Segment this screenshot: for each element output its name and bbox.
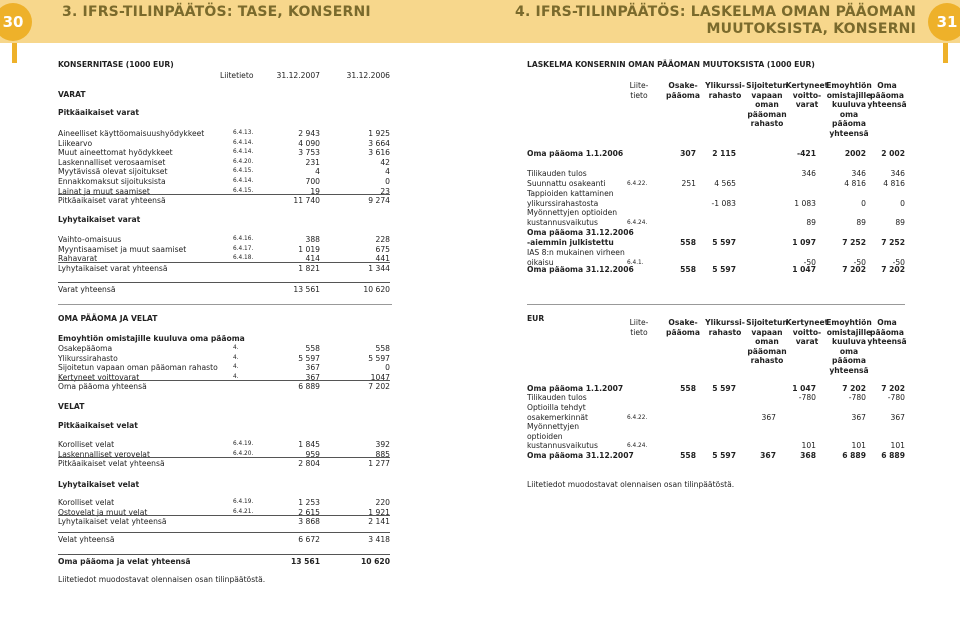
eq2006-row-note: 6.4.22. [627, 181, 648, 187]
eq2007-col-header-line: vapaan [751, 327, 783, 337]
eq2006-row-value: 4 565 [714, 179, 736, 188]
eq2006-row-label-line: -aiemmin julkistettu [527, 237, 614, 247]
noncurrent-liability-value-2007: 959 [305, 449, 320, 459]
col-header-2006: 31.12.2006 [346, 71, 390, 80]
current-asset-value-2006: 675 [375, 244, 390, 254]
page-number-left: 30 [0, 3, 32, 41]
eq2006-row-label [527, 169, 587, 179]
eq2007-row-label-line: Oma pääoma 1.1.2007 [527, 384, 624, 393]
equity-changes-2007 [527, 314, 905, 494]
eq2007-row [527, 422, 905, 451]
eq2006-row-value: -50 [803, 257, 816, 267]
current-asset-label: Vaihto-omaisuus [58, 235, 122, 244]
eq2007-row-value: 367 [851, 412, 866, 422]
eq2007-row [527, 451, 905, 461]
eq2007-col-header [863, 318, 911, 347]
eq2006-row-value: 7 252 [881, 237, 905, 247]
eq2007-row-label-line: Oma pääoma 31.12.2007 [527, 451, 634, 460]
asset-value-2007: 4 090 [298, 138, 320, 148]
equity-heading: Emoyhtiön omistajille kuuluva oma pääoma [58, 334, 245, 343]
equity-value-2006: 0 [385, 363, 390, 373]
eq2006-row-value: 0 [900, 198, 905, 208]
current-asset-note: 6.4.16. [233, 236, 254, 242]
eq2007-row-value: -780 [798, 393, 816, 402]
asset-note: 6.4.13. [233, 130, 254, 136]
noncurrent-liability-label: Korolliset velat [58, 440, 115, 449]
eq2006-row-value: 346 [801, 169, 816, 178]
eq2006-col-header [701, 81, 749, 100]
eq2006-row-value: 558 [680, 265, 696, 274]
eq2007-row-label-line: osakemerkinnät [527, 412, 589, 422]
eq2007-row-value: 101 [851, 441, 866, 451]
eq2007-col-header-line: pääoma [870, 327, 904, 337]
eq2006-row [527, 248, 905, 267]
eq2007-row-value: 367 [890, 412, 905, 422]
eq2006-row-value: 307 [680, 149, 696, 158]
eq2006-row-label-line: Suunnattu osakeanti [527, 179, 606, 188]
asset-value-2007: 3 753 [298, 148, 320, 158]
asset-label: Laskennalliset verosaamiset [58, 157, 166, 167]
footnote-left: Liitetiedot muodostavat olennaisen osan tilinpäätöstä. [58, 575, 266, 584]
current-asset-value-2006: 1 344 [368, 263, 390, 273]
equity-changes-2006 [527, 60, 905, 280]
asset-label: Aineelliset käyttöomaisuushyödykkeet [58, 129, 205, 138]
eq2007-col-header [615, 318, 663, 337]
eq2006-col-header-line: pääoma [666, 90, 700, 100]
eq2006-row-value: 89 [806, 217, 816, 227]
eq2006-row [527, 189, 905, 208]
eq2007-col-header-line: Oma [877, 318, 897, 327]
eq2006-row [527, 208, 905, 227]
current-liability-value-2007: 1 253 [298, 498, 320, 507]
subtotal-rule [58, 194, 390, 195]
eq2006-row-label-line: Myönnettyjen optioiden [527, 208, 618, 217]
eq2006-col-header-line: rahasto [750, 119, 784, 129]
eq2006-row-value: 89 [856, 217, 866, 227]
equity-value-2006: 5 597 [368, 353, 390, 363]
eq2007-col-header-line: pääoma [666, 327, 700, 337]
eq2007-row-label [527, 403, 588, 422]
current-asset-label: Rahavarat [58, 254, 98, 264]
eq2007-row-value: 6 889 [881, 451, 905, 460]
noncurrent-liability-value-2006: 1 277 [368, 459, 390, 469]
eq2007-row-label-line: Optioilla tehdyt [527, 403, 586, 412]
asset-value-2007: 11 740 [293, 196, 320, 206]
current-liability-value-2007: 3 868 [298, 517, 320, 527]
eq2007-row-label-line: Myönnettyjen [527, 422, 580, 431]
noncurrent-liability-label: Pitkäaikaiset velat yhteensä [58, 459, 165, 469]
asset-label: Ennakkomaksut sijoituksista [58, 177, 166, 186]
eq2006-row-label-line: IAS 8:n mukainen virheen [527, 248, 625, 257]
current-asset-value-2006: 228 [375, 235, 390, 244]
eq2007-col-header-line: yhteensä [867, 337, 907, 347]
eq2006-col-header-line: yhteensä [867, 100, 907, 110]
current-asset-value-2007: 414 [305, 254, 320, 264]
noncurrent-liability-note: 6.4.20. [233, 450, 254, 457]
noncurrent-liability-label: Laskennalliset verovelat [58, 449, 150, 459]
eq2007-col-header-line: varat [795, 337, 819, 347]
equity-changes-title: LASKELMA KONSERNIN OMAN PÄÄOMAN MUUTOKSISTA (1000 EUR) [527, 60, 815, 69]
eq2006-col-header-line: Kertyneet [785, 81, 829, 90]
eq2007-row-value: 368 [800, 451, 816, 460]
asset-label: Myytävissä olevat sijoitukset [58, 167, 168, 177]
eq2007-row-value: -780 [887, 393, 905, 402]
noncurrent-liability-note: 6.4.19. [233, 441, 254, 447]
eq2006-row-label [527, 189, 614, 208]
eq2006-col-header-line: Liite- [629, 81, 649, 90]
page-number-right: 31 [928, 3, 960, 41]
current-asset-value-2007: 1 019 [298, 244, 320, 254]
eq2007-col-header-line: rahasto [708, 327, 742, 337]
eq2006-row [527, 265, 905, 275]
eq2007-col-header-line: pääoman [747, 346, 787, 356]
asset-value-2006: 1 925 [368, 129, 390, 138]
subtotal-rule [58, 457, 390, 458]
equity-label: Sijoitetun vapaan oman pääoman rahasto [58, 363, 218, 373]
velat-total-rule [58, 532, 390, 533]
equity-label: Osakepääoma [58, 344, 113, 353]
asset-value-2006: 9 274 [368, 196, 390, 206]
eq2006-row-value: 5 597 [712, 237, 736, 247]
balance-sheet-assets [58, 60, 392, 295]
eq2007-row-value: 7 202 [842, 384, 866, 393]
chapter-title-right-line2: MUUTOKSISTA, KONSERNI [706, 21, 916, 37]
asset-value-2007: 700 [305, 177, 320, 186]
equity-value-2006: 1047 [370, 372, 390, 382]
section-pitkaaikaiset-velat: Pitkäaikaiset velat [58, 421, 138, 430]
eq2007-row-value: 7 202 [881, 384, 905, 393]
velat-total-2007: 6 672 [298, 535, 320, 544]
current-liability-label: Korolliset velat [58, 498, 115, 507]
eq2006-col-header-line: Sijoitetun [746, 81, 788, 90]
current-liability-note: 6.4.21. [233, 508, 254, 515]
eq2007-col-header-line: oma [839, 346, 859, 356]
equity-label: Ylikurssirahasto [58, 353, 118, 363]
noncurrent-liability-value-2006: 885 [375, 449, 390, 459]
eq2007-col-header-line: Ylikurssi- [705, 318, 745, 327]
grand-total-2006: 10 620 [360, 557, 390, 566]
eq2006-row-value: -50 [892, 257, 905, 267]
current-asset-label: Myyntisaamiset ja muut saamiset [58, 244, 187, 254]
eq2007-row-label [527, 393, 587, 403]
current-asset-note: 6.4.18. [233, 255, 254, 262]
equity-label: Oma pääoma yhteensä [58, 382, 147, 392]
eq2007-col-header-line: Osake- [668, 318, 698, 327]
eq2007-col-header-line: voitto- [792, 327, 822, 337]
section-divider-left [58, 304, 392, 305]
eq2006-col-header-line: Ylikurssi- [705, 81, 745, 90]
eq2006-col-header-line: voitto- [792, 90, 822, 100]
margin-tab-left [12, 43, 17, 63]
section-pitkaaikaiset-varat: Pitkäaikaiset varat [58, 108, 139, 117]
asset-value-2006: 42 [380, 157, 390, 167]
eq2006-row-value: 2002 [844, 149, 866, 158]
eq2007-row-note: 6.4.22. [627, 414, 648, 421]
eq2007-row-value: 558 [680, 451, 696, 460]
assets-total-label: Varat yhteensä [58, 285, 116, 294]
eq2006-row-label-line: Tappioiden kattaminen [527, 189, 614, 198]
eq2007-row-label-line: Tilikauden tulos [527, 393, 587, 402]
eq2006-row-value: 251 [681, 179, 696, 188]
equity-value-2006: 558 [375, 344, 390, 353]
eq2006-row-value: 7 202 [842, 265, 866, 274]
eq2006-row-value: 1 047 [792, 265, 816, 274]
eq2007-row-value: 6 889 [842, 451, 866, 460]
section-lyhytaikaiset-velat: Lyhytaikaiset velat [58, 480, 140, 489]
eq2007-row-value: 5 597 [712, 451, 736, 460]
eq2007-col-header-line: tieto [630, 327, 648, 337]
asset-note: 6.4.15. [233, 168, 254, 175]
asset-label: Liikearvo [58, 138, 93, 148]
equity-note: 4. [233, 364, 239, 371]
eq2006-col-header-line: varat [795, 100, 819, 110]
noncurrent-liability-value-2007: 1 845 [298, 440, 320, 449]
eq2007-col-header-line: omistajille [826, 327, 872, 337]
eq2007-col-header [701, 318, 749, 337]
eq2006-row-value: -421 [796, 149, 816, 158]
eq2006-row-label [527, 208, 617, 227]
equity-note: 4. [233, 345, 239, 351]
asset-value-2006: 3 616 [368, 148, 390, 158]
eq2007-col-header-line: kuuluva [832, 337, 866, 347]
equity-changes-2007-title: EUR [527, 314, 545, 323]
eq2006-row-value: 346 [890, 169, 905, 178]
asset-value-2006: 23 [380, 186, 390, 196]
eq2006-row-value: 7 252 [842, 237, 866, 247]
eq2006-row-label [527, 265, 634, 275]
eq2006-col-header-line: pääoman [747, 109, 787, 119]
section-lyhytaikaiset-varat: Lyhytaikaiset varat [58, 215, 141, 224]
eq2006-row-value: 2 002 [881, 149, 905, 158]
current-liability-value-2006: 220 [375, 498, 390, 507]
col-header-note: Liitetieto [220, 71, 254, 80]
chapter-title-right-line1: 4. IFRS-TILINPÄÄTÖS: LASKELMA OMAN PÄÄOMAN [515, 4, 916, 20]
eq2007-row-value: 5 597 [712, 384, 736, 393]
eq2006-col-header-line: pääoma [870, 90, 904, 100]
eq2007-row-note: 6.4.24. [627, 443, 648, 450]
eq2007-col-header-line: rahasto [750, 356, 784, 366]
eq2006-row-label-line: ylikurssirahastosta [527, 198, 599, 208]
eq2006-row-note: 6.4.24. [627, 219, 648, 226]
eq2006-row-label-line: Oma pääoma 31.12.2006 [527, 265, 634, 274]
eq2006-col-header-line: yhteensä [829, 128, 869, 138]
eq2007-row-value: 101 [801, 441, 816, 451]
assets-total-2007: 13 561 [293, 285, 320, 294]
current-liability-note: 6.4.19. [233, 499, 254, 505]
current-liability-value-2006: 2 141 [368, 517, 390, 527]
equity-value-2007: 367 [305, 363, 320, 373]
eq2006-row-value: 89 [895, 217, 905, 227]
equity-value-2006: 7 202 [368, 382, 390, 392]
velat-total-label: Velat yhteensä [58, 535, 115, 544]
eq2006-row-value: 5 597 [712, 265, 736, 274]
balance-sheet-liabilities [58, 314, 392, 586]
asset-note: 6.4.14. [233, 178, 254, 184]
section-varat: VARAT [58, 90, 86, 99]
eq2006-row-label-line: Tilikauden tulos [527, 169, 587, 178]
equity-note: 4. [233, 373, 239, 380]
footnote-right: Liitetiedot muodostavat olennaisen osan tilinpäätöstä. [527, 480, 735, 489]
eq2007-row-value: 367 [761, 412, 776, 422]
subtotal-rule [58, 380, 390, 381]
noncurrent-liability-value-2006: 392 [375, 440, 390, 449]
asset-label: Muut aineettomat hyödykkeet [58, 148, 173, 158]
eq2007-row-value: 367 [760, 451, 776, 460]
eq2006-row-value: 346 [851, 169, 866, 178]
subtotal-rule [58, 515, 390, 516]
equity-value-2007: 558 [305, 344, 320, 353]
eq2007-col-header-line: Liite- [629, 318, 649, 327]
current-liability-value-2007: 2 615 [298, 507, 320, 517]
grand-total-2007: 13 561 [290, 557, 320, 566]
eq2007-row-value: 101 [890, 441, 905, 451]
chapter-title-right [515, 4, 916, 38]
eq2007-row-label [527, 422, 598, 451]
section-velat: VELAT [58, 402, 85, 411]
section-divider-right [527, 304, 905, 305]
eq2006-col-header-line: oma [839, 109, 859, 119]
current-asset-label: Lyhytaikaiset varat yhteensä [58, 263, 168, 273]
asset-note: 6.4.20. [233, 158, 254, 165]
grand-total-label: Oma pääoma ja velat yhteensä [58, 557, 191, 566]
eq2006-row-value: 1 097 [792, 237, 816, 247]
eq2006-row-label-line: Oma pääoma 1.1.2006 [527, 149, 624, 158]
asset-value-2006: 4 [385, 167, 390, 177]
asset-note: 6.4.14. [233, 139, 254, 146]
eq2006-row-value: 0 [861, 198, 866, 208]
eq2007-row-label [527, 451, 634, 461]
asset-value-2007: 4 [315, 167, 320, 177]
eq2007-row [527, 393, 905, 403]
current-liability-label: Ostovelat ja muut velat [58, 507, 148, 517]
current-asset-value-2007: 1 821 [298, 263, 320, 273]
current-asset-value-2006: 441 [375, 254, 390, 264]
eq2007-col-header-line: Emoyhtiön [826, 318, 872, 327]
eq2006-row-value: 7 202 [881, 265, 905, 274]
eq2007-col-header-line: oman [755, 337, 779, 347]
eq2007-row-value: 1 047 [792, 384, 816, 393]
eq2007-col-header [783, 318, 831, 347]
eq2006-col-header [659, 81, 707, 100]
equity-value-2007: 5 597 [298, 353, 320, 363]
asset-value-2006: 3 664 [368, 138, 390, 148]
eq2006-col-header [615, 81, 663, 100]
eq2006-col-header-line: kuuluva [832, 100, 866, 110]
eq2006-col-header-line: Oma [877, 81, 897, 90]
eq2006-row-label-line: kustannusvaikutus [527, 217, 598, 227]
eq2006-row [527, 179, 905, 189]
asset-note: 6.4.15. [233, 187, 254, 194]
eq2006-row-value: -1 083 [711, 198, 736, 208]
eq2006-row-note: 6.4.1. [627, 259, 644, 266]
asset-value-2007: 231 [305, 157, 320, 167]
asset-value-2007: 2 943 [298, 129, 320, 138]
eq2006-row-label [527, 228, 634, 247]
asset-label: Lainat ja muut saamiset [58, 186, 150, 196]
margin-tab-right [943, 43, 948, 63]
asset-note: 6.4.14. [233, 149, 254, 156]
subtotal-rule [58, 262, 390, 263]
eq2006-col-header-line: pääoma [832, 119, 866, 129]
eq2007-row-value: 558 [680, 384, 696, 393]
eq2007-col-header-line: pääoma [832, 356, 866, 366]
eq2006-col-header-line: oman [755, 100, 779, 110]
eq2006-col-header-line: Emoyhtiön [826, 81, 872, 90]
eq2006-row-value: 4 816 [844, 179, 866, 188]
eq2006-row [527, 169, 905, 179]
eq2007-row-label-line: kustannusvaikutus [527, 441, 598, 451]
eq2006-row-value: 1 083 [794, 198, 816, 208]
eq2007-col-header [659, 318, 707, 337]
eq2006-col-header [783, 81, 831, 110]
eq2006-col-header-line: omistajille [826, 90, 872, 100]
noncurrent-liability-value-2007: 2 804 [298, 459, 320, 469]
balance-title: KONSERNITASE (1000 EUR) [58, 60, 174, 69]
current-liability-value-2006: 1 921 [368, 507, 390, 517]
eq2007-row-value: -780 [848, 393, 866, 402]
chapter-title-left: 3. IFRS-TILINPÄÄTÖS: TASE, KONSERNI [62, 4, 371, 20]
total-rule [58, 282, 390, 283]
eq2006-row-value: -50 [853, 257, 866, 267]
liabilities-title: OMA PÄÄOMA JA VELAT [58, 314, 158, 323]
eq2007-col-header-line: Sijoitetun [746, 318, 788, 327]
assets-total-2006: 10 620 [363, 285, 390, 294]
eq2007-col-header-line: Kertyneet [785, 318, 829, 327]
eq2006-row [527, 228, 905, 247]
equity-value-2007: 367 [305, 372, 320, 382]
eq2006-row [527, 149, 905, 159]
equity-label: Kertyneet voittovarat [58, 372, 140, 382]
asset-value-2007: 19 [310, 186, 320, 196]
eq2006-row-label [527, 179, 606, 189]
velat-total-2006: 3 418 [368, 535, 390, 544]
asset-value-2006: 0 [385, 177, 390, 186]
eq2006-row-label [527, 149, 623, 159]
current-liability-label: Lyhytaikaiset velat yhteensä [58, 517, 167, 527]
eq2006-col-header [863, 81, 911, 110]
equity-note: 4. [233, 354, 239, 361]
eq2007-row [527, 403, 905, 422]
asset-label: Pitkäaikaiset varat yhteensä [58, 196, 166, 206]
current-asset-note: 6.4.17. [233, 245, 254, 252]
col-header-2007: 31.12.2007 [276, 71, 320, 80]
eq2006-row-label-line: oikaisu [527, 257, 554, 267]
eq2006-col-header-line: rahasto [708, 90, 742, 100]
eq2006-row-label-line: Oma pääoma 31.12.2006 [527, 228, 634, 237]
eq2006-col-header-line: Osake- [668, 81, 698, 90]
current-asset-value-2007: 388 [305, 235, 320, 244]
eq2006-row-value: 4 816 [883, 179, 905, 188]
grand-total-rule [58, 554, 390, 555]
eq2006-col-header-line: vapaan [751, 90, 783, 100]
eq2007-row-label-line: optioiden [527, 431, 563, 441]
eq2007-col-header-line: yhteensä [829, 365, 869, 375]
eq2006-col-header-line: tieto [630, 90, 648, 100]
eq2006-row-value: 2 115 [712, 149, 736, 158]
eq2006-row-value: 558 [680, 237, 696, 247]
equity-value-2007: 6 889 [298, 382, 320, 392]
